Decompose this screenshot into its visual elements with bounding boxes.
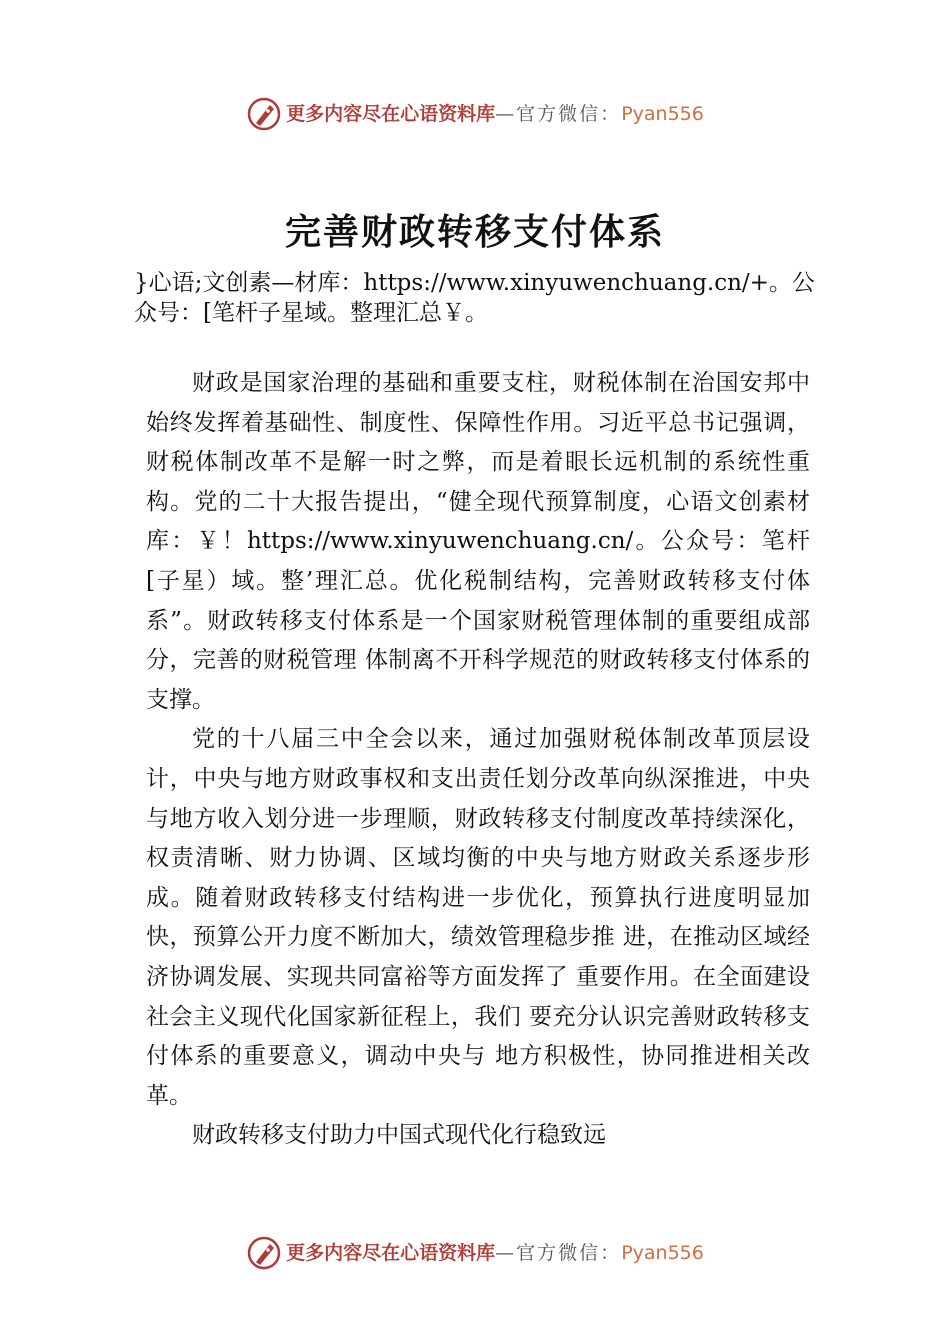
paragraph: 党的十八届三中全会以来，通过加强财税体制改革顶层设计，中央与地方财政事权和支出责任划分改革向纵深推进，中央与地方收入划分进一步理顺，财政转移支付制度改革持续深化，权责清晰、财力协调、区域均衡的中央与地方财政关系逐步形成。随着财政转移支付结构进一步优化，预算执行进度明显加快，预算公开力度不断加大，绩效管理稳步推 进，在推动区域经济协调发展、实现共同富裕等方面发挥了 重要作用。在全面建设社会主义现代化国家新征程上，我们 要充分认识完善财政转移支付体系的重要意义，调动中央与 地方积极性，协同推进相关改革。 (146, 726, 810, 1109)
banner-red-text: 更多内容尽在心语资料库 (286, 1241, 496, 1264)
paragraph: 财政是国家治理的基础和重要支柱，财税体制在治国安邦中始终发挥着基础性、制度性、保障性作用。习近平总书记强调，财税体制改革不是解一时之弊，而是着眼长远机制的系统性重构。党的二十大报告提出，“健全现代预算制度，心语文创素材库：￥！https://www.xinyuwenchuang.cn/。公众号：笔杆[子星）域。整’理汇总。优化税制结构，完善财政转移支付体系”。财政转移支付体系是一个国家财税管理体制的重要组成部分，完善的财税管理 体制离不开科学规范的财政转移支付体系的支撑。 (146, 370, 810, 713)
banner-gray-text: —官方微信： (495, 1241, 622, 1264)
pen-nib-logo-icon (246, 96, 282, 132)
document-body (146, 364, 810, 1156)
pen-nib-logo-icon (246, 1235, 282, 1271)
source-line: }心语;文创素—材库：https://www.xinyuwenchuang.cn/+。公众号：[笔杆子星域。整理汇总￥。 (134, 270, 815, 326)
banner-red-text: 更多内容尽在心语资料库 (286, 102, 496, 125)
banner-wechat-id: Pyan556 (621, 102, 704, 125)
document-title: 完善财政转移支付体系 (284, 211, 665, 253)
footer-banner (0, 1233, 950, 1273)
header-banner (0, 94, 950, 134)
banner-gray-text: —官方微信： (495, 102, 622, 125)
banner-wechat-id: Pyan556 (621, 1241, 704, 1264)
section-heading: 财政转移支付助力中国式现代化行稳致远 (192, 1122, 606, 1149)
